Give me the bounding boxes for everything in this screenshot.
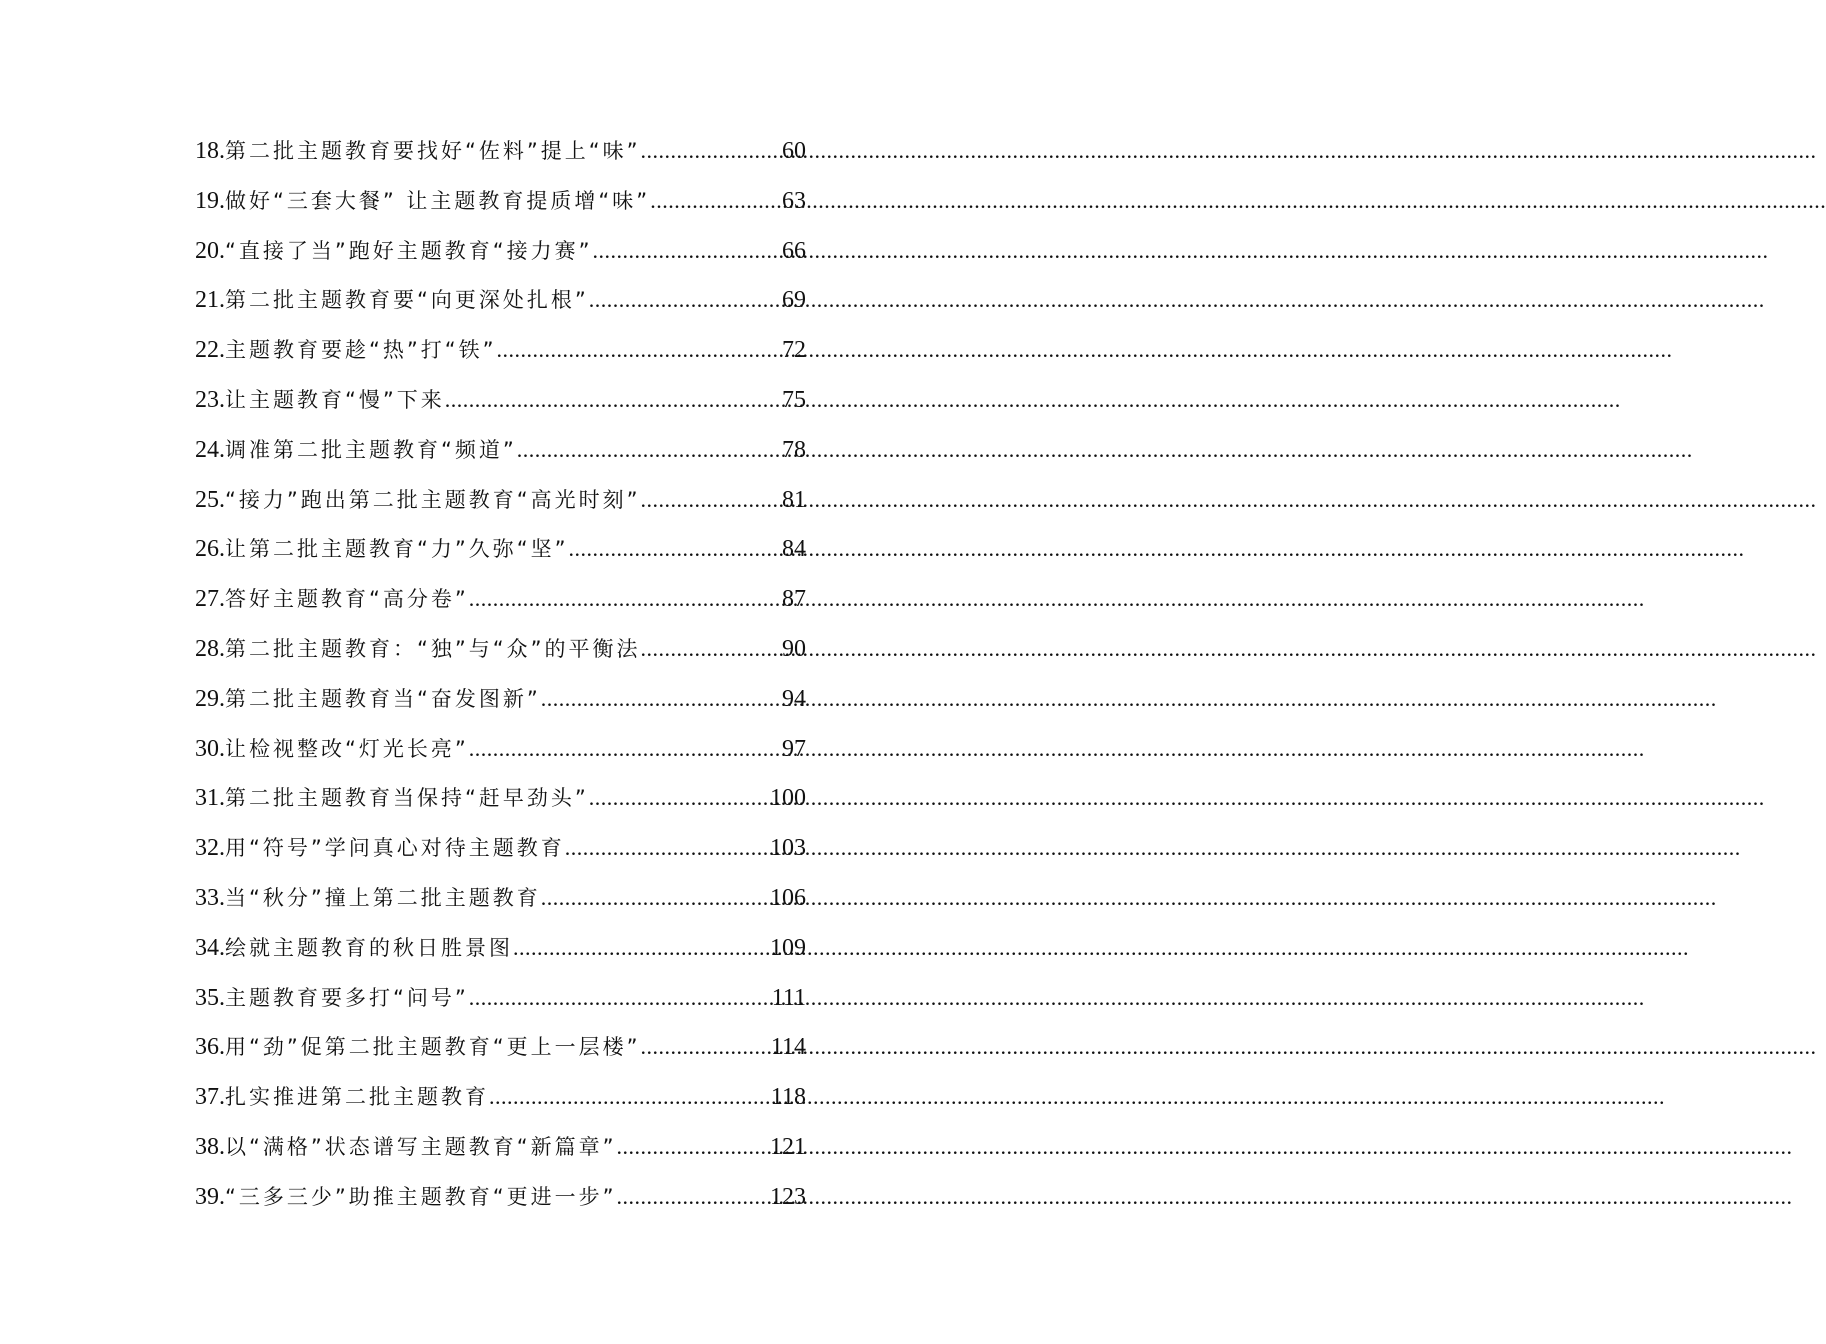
toc-entry[interactable] [195, 978, 806, 1028]
toc-entry-number: 18. [195, 138, 225, 164]
toc-entry-page-number: 97 [782, 735, 806, 762]
toc-entry[interactable] [195, 430, 806, 480]
toc-entry-number: 28. [195, 635, 225, 662]
toc-entry-page-number: 123 [770, 1183, 806, 1210]
table-of-contents [195, 131, 806, 1227]
toc-entry-page-number: 114 [770, 1034, 806, 1061]
toc-dot-leader [641, 131, 782, 171]
toc-entry-number: 30. [195, 735, 225, 762]
toc-entry[interactable] [195, 729, 806, 779]
toc-entry-title: 让第二批主题教育“力”久弥“坚” [225, 537, 569, 562]
toc-dot-leader [569, 529, 782, 569]
toc-entry[interactable] [195, 1027, 806, 1077]
toc-entry-page-number: 100 [770, 785, 806, 812]
toc-entry-number: 32. [195, 835, 225, 862]
toc-entry-page-number: 60 [782, 138, 806, 164]
toc-entry-number: 21. [195, 287, 225, 314]
toc-entry-title: “接力”跑出第二批主题教育“高光时刻” [225, 487, 641, 512]
toc-entry-number: 22. [195, 337, 225, 364]
toc-entry-title: “直接了当”跑好主题教育“接力赛” [225, 238, 593, 263]
toc-entry-title: 绘就主题教育的秋日胜景图 [225, 935, 513, 960]
toc-entry-title: 用“符号”学问真心对待主题教育 [225, 836, 565, 861]
toc-dot-leader [469, 978, 772, 1018]
toc-entry-number: 25. [195, 486, 225, 513]
toc-entry-title: 调准第二批主题教育“频道” [225, 437, 517, 462]
toc-entry-title: 第二批主题教育当保持“赶早劲头” [225, 786, 589, 811]
toc-entry-page-number: 66 [782, 237, 806, 264]
toc-entry[interactable] [195, 878, 806, 928]
toc-entry-title: 第二批主题教育要找好“佐料”提上“味” [225, 139, 641, 163]
toc-entry-number: 31. [195, 785, 225, 812]
toc-entry-page-number: 109 [770, 934, 806, 961]
toc-entry-number: 26. [195, 536, 225, 563]
toc-entry-title: 当“秋分”撞上第二批主题教育 [225, 885, 541, 910]
toc-dot-leader [589, 778, 770, 818]
toc-dot-leader [617, 1177, 770, 1217]
toc-entry-title: 第二批主题教育当“奋发图新” [225, 686, 541, 711]
toc-entry[interactable] [195, 679, 806, 729]
toc-entry-page-number: 78 [782, 436, 806, 463]
toc-entry-number: 39. [195, 1183, 225, 1210]
toc-entry-number: 20. [195, 237, 225, 264]
toc-dot-leader [489, 1077, 771, 1117]
toc-entry-page-number: 63 [782, 187, 806, 214]
toc-entry[interactable] [195, 231, 806, 281]
toc-entry[interactable] [195, 131, 806, 181]
toc-entry-title: 扎实推进第二批主题教育 [225, 1085, 489, 1110]
toc-dot-leader [641, 1027, 771, 1067]
toc-entry-page-number: 84 [782, 536, 806, 563]
toc-entry[interactable] [195, 778, 806, 828]
toc-dot-leader [517, 430, 782, 470]
toc-entry[interactable] [195, 579, 806, 629]
toc-entry-page-number: 90 [782, 635, 806, 662]
toc-entry-title: 用“劲”促第二批主题教育“更上一层楼” [225, 1035, 641, 1060]
toc-dot-leader [565, 828, 770, 868]
toc-dot-leader [513, 928, 770, 968]
toc-entry[interactable] [195, 330, 806, 380]
toc-entry[interactable] [195, 380, 806, 430]
toc-dot-leader [593, 231, 782, 271]
toc-dot-leader [469, 579, 782, 619]
toc-entry-page-number: 75 [782, 386, 806, 413]
toc-entry-title: 以“满格”状态谱写主题教育“新篇章” [225, 1134, 617, 1159]
toc-entry[interactable] [195, 629, 806, 679]
toc-entry-title: 主题教育要多打“问号” [225, 985, 469, 1010]
toc-dot-leader [641, 480, 782, 520]
toc-entry[interactable] [195, 529, 806, 579]
toc-entry-page-number: 118 [770, 1084, 806, 1111]
toc-entry-title: 主题教育要趁“热”打“铁” [225, 338, 497, 363]
toc-dot-leader [497, 330, 782, 370]
toc-entry-page-number: 106 [770, 884, 806, 911]
toc-entry-page-number: 72 [782, 337, 806, 364]
toc-entry-number: 19. [195, 187, 225, 214]
toc-entry-page-number: 111 [771, 984, 806, 1011]
toc-entry[interactable] [195, 1127, 806, 1177]
toc-entry-title: 答好主题教育“高分卷” [225, 587, 469, 612]
toc-dot-leader [650, 181, 782, 221]
toc-entry[interactable] [195, 928, 806, 978]
toc-entry-number: 23. [195, 386, 225, 413]
toc-entry-number: 36. [195, 1034, 225, 1061]
toc-entry[interactable] [195, 1077, 806, 1127]
toc-entry-page-number: 87 [782, 586, 806, 613]
toc-dot-leader [641, 629, 782, 669]
toc-entry-number: 29. [195, 685, 225, 712]
toc-entry-number: 35. [195, 984, 225, 1011]
toc-dot-leader [617, 1127, 770, 1167]
toc-entry-number: 37. [195, 1084, 225, 1111]
toc-entry-page-number: 81 [782, 486, 806, 513]
toc-entry[interactable] [195, 280, 806, 330]
toc-dot-leader [469, 729, 782, 769]
toc-entry-title: 让主题教育“慢”下来 [225, 387, 445, 412]
toc-entry-title: 做好“三套大餐” 让主题教育提质增“味” [225, 188, 651, 213]
toc-entry-page-number: 94 [782, 685, 806, 712]
toc-entry-title: 第二批主题教育要“向更深处扎根” [225, 288, 589, 313]
toc-entry[interactable] [195, 480, 806, 530]
toc-entry[interactable] [195, 181, 806, 231]
toc-entry-title: 让检视整改“灯光长亮” [225, 736, 469, 761]
toc-entry-number: 27. [195, 586, 225, 613]
toc-dot-leader [589, 280, 782, 320]
toc-entry-title: 第二批主题教育：“独”与“众”的平衡法 [225, 636, 641, 661]
toc-entry-page-number: 69 [782, 287, 806, 314]
toc-entry[interactable] [195, 828, 806, 878]
toc-entry-number: 38. [195, 1133, 225, 1160]
toc-dot-leader [541, 878, 770, 918]
toc-dot-leader [445, 380, 782, 420]
toc-entry[interactable] [195, 1177, 806, 1227]
toc-entry-page-number: 121 [770, 1133, 806, 1160]
toc-entry-number: 33. [195, 884, 225, 911]
toc-entry-number: 24. [195, 436, 225, 463]
toc-entry-number: 34. [195, 934, 225, 961]
toc-entry-page-number: 103 [770, 835, 806, 862]
toc-entry-title: “三多三少”助推主题教育“更进一步” [225, 1184, 617, 1209]
toc-dot-leader [541, 679, 782, 719]
